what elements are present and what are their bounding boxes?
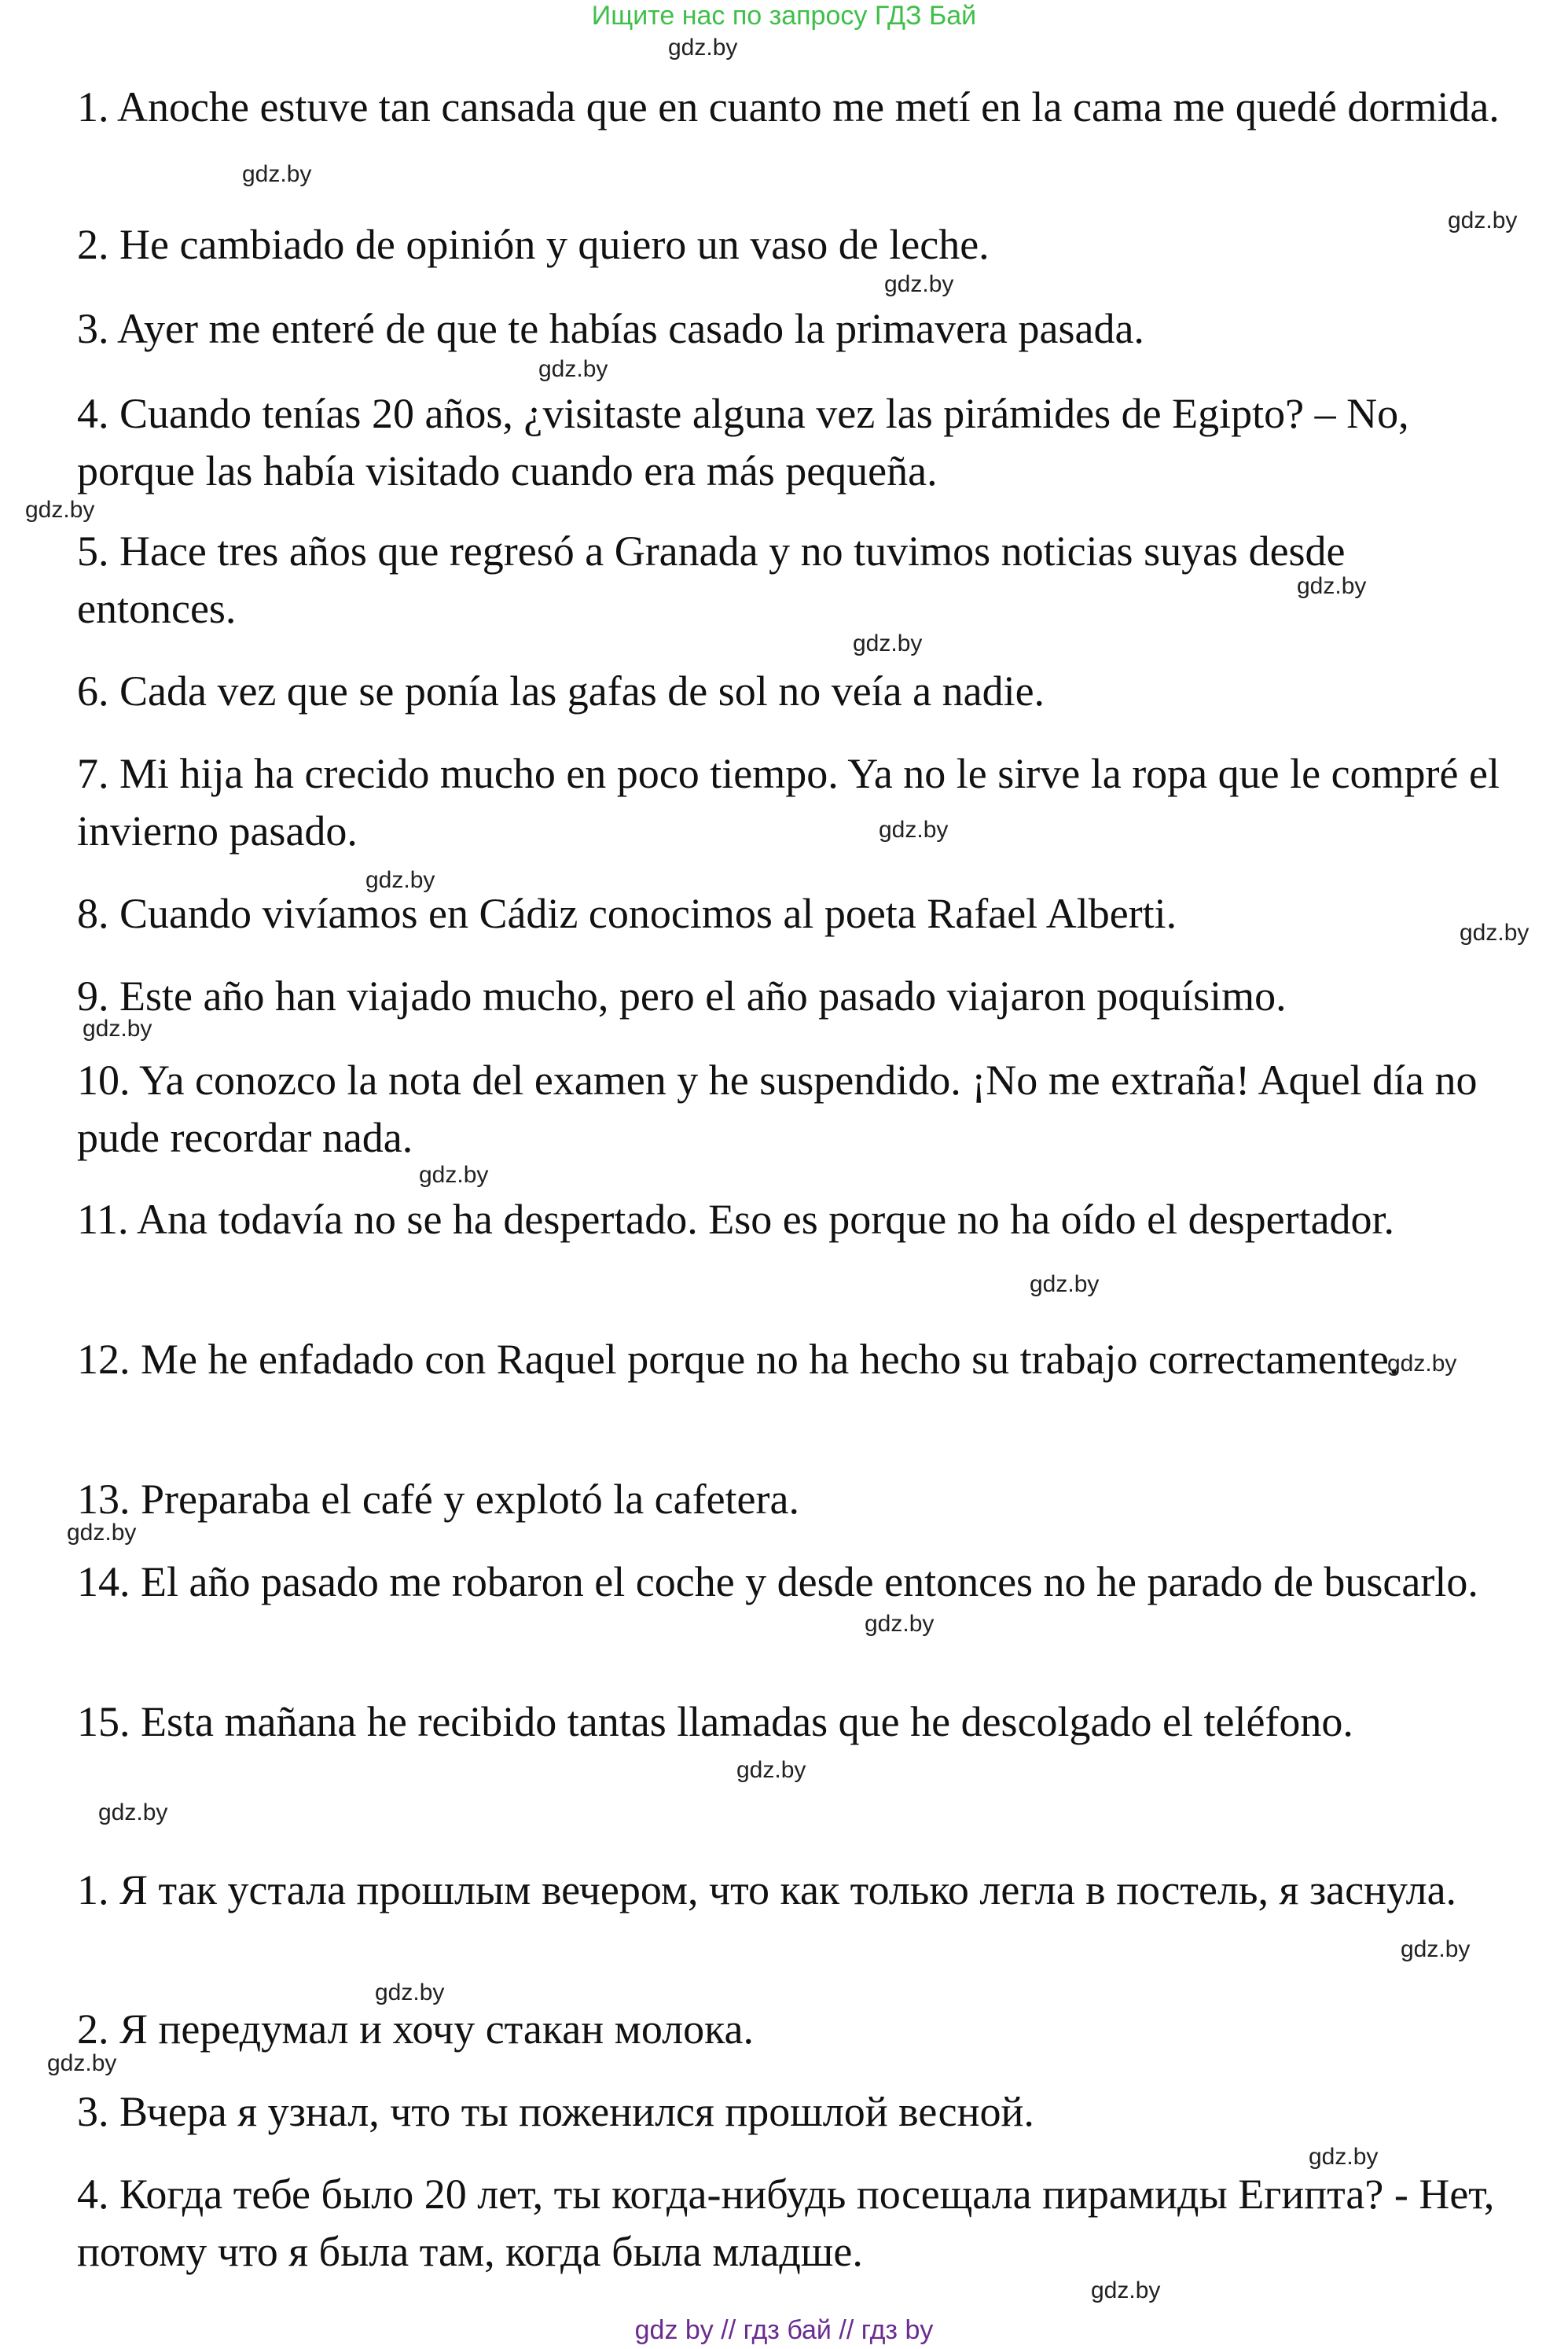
spanish-sentence-5: 5. Hace tres años que regresó a Granada y no tuvimos noticias suyas desde entonces. [77,528,1346,632]
watermark: gdz.by [853,630,923,656]
spanish-sentence-15: 15. Esta mañana he recibido tantas llamadas que he descolgado el teléfono. [77,1698,1353,1745]
watermark: gdz.by [884,271,954,297]
watermark: gdz.by [879,817,949,843]
russian-sentence-3: 3. Вчера я узнал, что ты поженился прошлой весной. [77,2088,1034,2135]
watermark: gdz.by [865,1611,935,1637]
russian-sentence-1: 1. Я так устала прошлым вечером, что как только легла в постель, я заснула. [77,1866,1457,1913]
watermark: gdz.by [1448,208,1518,233]
spanish-sentence-9: 9. Este año han viajado mucho, pero el año pasado viajaron poquísimo. [77,972,1287,1020]
watermark: gdz.by [67,1520,137,1546]
watermark: gdz.by [419,1162,489,1188]
spanish-sentence-6: 6. Cada vez que se ponía las gafas de sol no veía a nadie. [77,667,1045,715]
spanish-sentence-3: 3. Ayer me enteré de que te habías casado la primavera pasada. [77,305,1144,352]
spanish-sentence-13: 13. Preparaba el café y explotó la cafetera. [77,1476,799,1523]
watermark: gdz.by [1460,920,1529,946]
watermark: gdz.by [1401,1936,1471,1962]
russian-sentence-4: 4. Когда тебе было 20 лет, ты когда-нибудь посещала пирамиды Египта? - Нет, потому что я была там, когда была младше. [77,2171,1495,2275]
top-banner: Ищите нас по запросу ГДЗ Бай [591,1,977,31]
spanish-sentence-7: 7. Mi hija ha crecido mucho en poco tiempo. Ya no le sirve la ropa que le compré el invierno pasado. [77,750,1500,855]
spanish-sentence-11: 11. Ana todavía no se ha despertado. Eso es porque no ha oído el despertador. [77,1196,1395,1243]
russian-sentence-2: 2. Я передумал и хочу стакан молока. [77,2005,754,2053]
footer-links: gdz by // гдз бай // гдз by [634,2315,934,2345]
watermark: gdz.by [98,1799,168,1825]
watermark: gdz.by [375,1980,445,2005]
watermark: gdz.by [1030,1271,1100,1297]
spanish-sentence-10: 10. Ya conozco la nota del examen y he suspendido. ¡No me extraña! Aquel día no pude recordar nada. [77,1057,1478,1161]
spanish-sentence-2: 2. He cambiado de opinión y quiero un vaso de leche. [77,221,990,268]
watermark: gdz.by [736,1757,806,1783]
watermark: gdz.by [242,161,312,187]
spanish-sentence-4: 4. Cuando tenías 20 años, ¿visitaste alguna vez las pirámides de Egipto? – No, porque las había visitado cuando era más pequeña. [77,390,1409,494]
watermark: gdz.by [47,2050,117,2076]
watermark: gdz.by [83,1016,152,1042]
watermark: gdz.by [668,35,738,61]
spanish-sentence-8: 8. Cuando vivíamos en Cádiz conocimos al poeta Rafael Alberti. [77,890,1177,937]
watermark: gdz.by [1309,2144,1379,2170]
watermark: gdz.by [365,867,435,893]
watermark: gdz.by [1387,1351,1457,1377]
spanish-sentence-1: 1. Anoche estuve tan cansada que en cuanto me metí en la cama me quedé dormida. [77,83,1500,130]
watermark: gdz.by [1297,573,1367,599]
watermark: gdz.by [538,356,608,382]
watermark: gdz.by [1091,2277,1161,2303]
spanish-sentence-14: 14. El año pasado me robaron el coche y desde entonces no he parado de buscarlo. [77,1558,1478,1605]
spanish-sentence-12: 12. Me he enfadado con Raquel porque no ha hecho su trabajo correctamente. [77,1336,1400,1383]
watermark: gdz.by [25,497,95,523]
